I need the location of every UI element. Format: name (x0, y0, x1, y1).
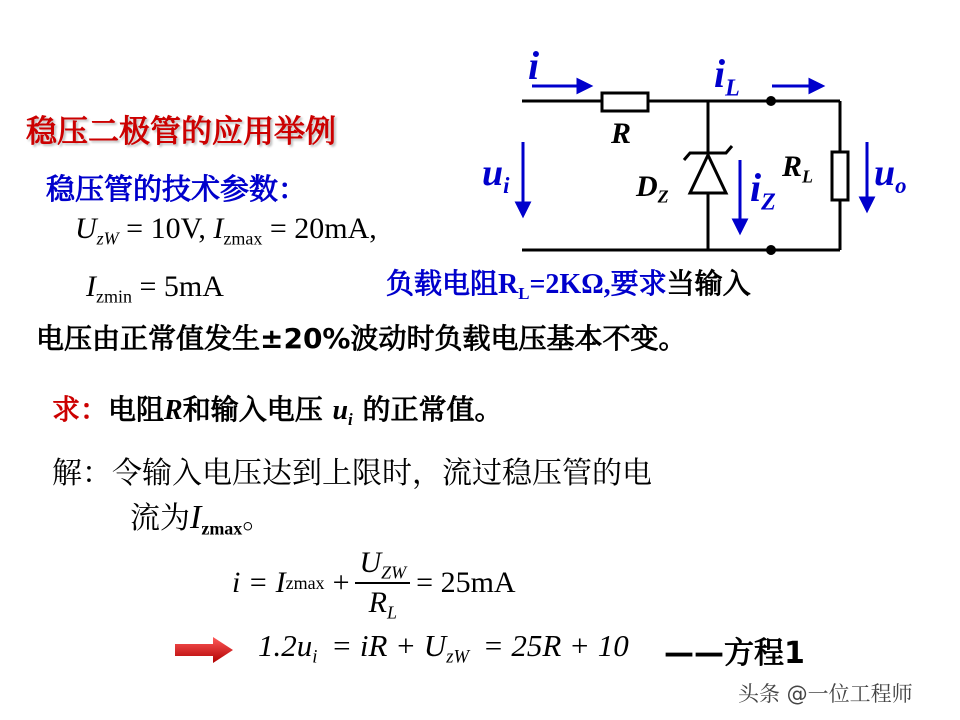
watermark: 头条 @一位工程师 (738, 682, 913, 706)
solution-text1: 令输入电压达到上限时，流过稳压管的电 (112, 456, 652, 491)
zener-diode-triangle (690, 155, 726, 193)
solution-i-sub: zmax (201, 518, 243, 539)
arrow-ui-head (517, 203, 529, 215)
problem-line1-r: R (498, 269, 519, 300)
label-rl-sub: L (802, 166, 814, 187)
resistor-rl (832, 152, 848, 200)
eq1-num-sub: ZW (381, 562, 407, 583)
problem-line1-sub: L (518, 283, 530, 303)
eq1-numerator (355, 546, 410, 584)
solution-label: 解： (52, 456, 112, 491)
eq1-rhs: = 25mA (416, 566, 516, 599)
problem-line1-d: 当输入 (666, 267, 751, 300)
arrow-right-icon (175, 636, 235, 664)
page-title: 稳压二极管的应用举例 (26, 114, 336, 150)
izmin-value: = 5mA (139, 270, 224, 303)
izmax-symbol: I (213, 212, 224, 245)
eq1-denominator (365, 584, 401, 623)
label-rl (782, 150, 814, 187)
uzw-value: = 10V, (126, 212, 206, 245)
problem-line1-c: =2KΩ,要求 (529, 269, 667, 300)
question-line (52, 388, 502, 428)
label-dz (636, 170, 669, 207)
solution-text2: 流为 (130, 501, 190, 536)
eq1-den-sub: L (386, 602, 397, 623)
label-ui-sub: i (503, 172, 510, 198)
label-dz-sub: Z (657, 186, 669, 207)
param-izmin (86, 270, 224, 307)
label-rl-main: R (782, 150, 803, 183)
question-u-sub: i (348, 409, 353, 429)
question-u: u (332, 395, 349, 426)
eq1-num-main: U (359, 546, 382, 579)
eq2-a: 1.2u (258, 628, 313, 663)
label-uo-main: u (874, 152, 896, 194)
izmax-sub: zmax (223, 228, 263, 249)
uzw-symbol: U (75, 212, 97, 245)
problem-line1 (386, 262, 751, 302)
eq1-lhs: i = I (232, 566, 286, 599)
label-il-sub: L (725, 75, 740, 102)
label-i: i (528, 43, 540, 88)
izmin-sub: zmin (96, 286, 132, 307)
question-text-b: 和输入电压 (182, 393, 333, 426)
solution-line2 (130, 493, 272, 537)
problem-line1-a: 负载电阻 (386, 267, 499, 300)
izmax-value: = 20mA, (269, 212, 377, 245)
problem-line2: 电压由正常值发生±20%波动时负载电压基本不变。 (36, 322, 687, 355)
node-bottom (766, 245, 776, 255)
solution-end: 。 (242, 501, 273, 536)
arrow-il-head (810, 80, 822, 92)
label-dz-main: D (636, 170, 658, 203)
question-label: 求： (52, 393, 109, 426)
equation-1: i = I zmax + $\frac{U_{ZW}}{R_L}$ = 25mA (232, 546, 516, 623)
solution-line1 (52, 448, 652, 492)
eq2-b: = iR + U (331, 628, 447, 663)
solution-i: I (190, 499, 202, 536)
eq1-plus: + (332, 566, 350, 599)
arrow-i-head (578, 80, 590, 92)
arrow-uo-head (861, 198, 873, 210)
params-heading: 稳压管的技术参数： (46, 172, 308, 206)
eq2-b-sub: zW (446, 646, 469, 668)
label-ui (482, 151, 510, 198)
equation-2 (258, 628, 629, 668)
equation-label: ——方程1 (664, 636, 805, 671)
param-uzw-izmax (75, 212, 377, 249)
izmin-symbol: I (86, 270, 96, 303)
label-il-main: i (714, 51, 726, 96)
label-ui-main: u (482, 152, 504, 194)
label-iz (750, 164, 776, 216)
label-iz-sub: Z (761, 189, 776, 216)
question-text-a: 电阻 (108, 393, 165, 426)
eq1-fraction (355, 546, 410, 623)
label-il (714, 50, 740, 102)
label-r: R (611, 117, 632, 150)
eq2-c: = 25R + 10 (482, 628, 629, 663)
eq1-den-main: R (368, 586, 387, 619)
uzw-sub: zW (96, 228, 119, 249)
eq2-a-sub: i (312, 646, 318, 668)
resistor-r (602, 93, 648, 111)
arrow-iz-head (734, 220, 746, 232)
question-r: R (164, 395, 183, 426)
node-top (766, 96, 776, 106)
label-iz-main: i (750, 165, 762, 210)
question-text-c: 的正常值。 (352, 393, 503, 426)
label-uo-sub: o (895, 172, 907, 198)
label-uo (874, 151, 907, 198)
